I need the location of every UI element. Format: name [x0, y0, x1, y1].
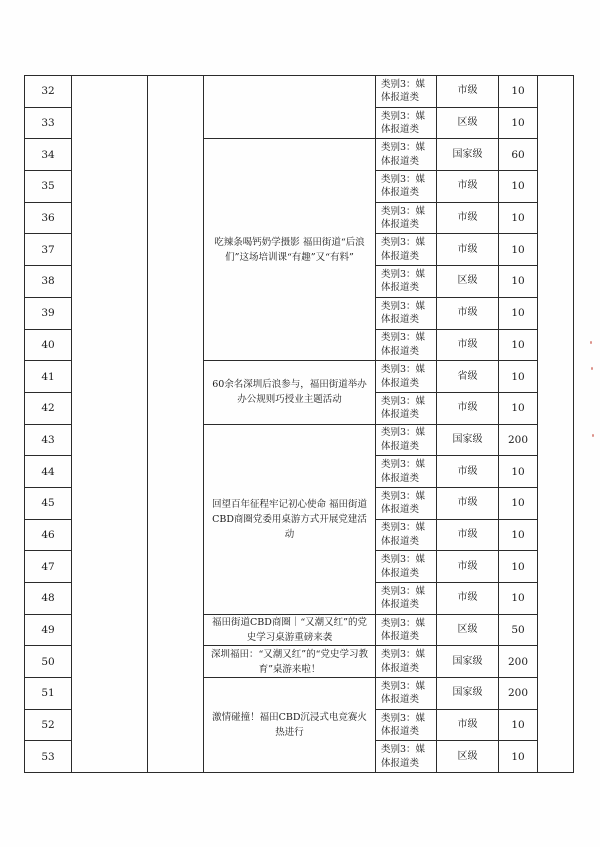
- level-cell: 市级: [437, 456, 499, 488]
- level-cell: 市级: [437, 583, 499, 615]
- level-cell: 市级: [437, 392, 499, 424]
- points-cell: 200: [499, 646, 538, 678]
- points-cell: 10: [499, 329, 538, 361]
- level-cell: 市级: [437, 297, 499, 329]
- category-cell: 类别3：媒体报道类: [376, 107, 437, 139]
- row-number-cell: 43: [25, 424, 72, 456]
- level-cell: 区级: [437, 266, 499, 298]
- level-cell: 市级: [437, 329, 499, 361]
- row-number-cell: 46: [25, 519, 72, 551]
- category-cell: 类别3：媒体报道类: [376, 519, 437, 551]
- remarks-column-cell: [538, 76, 574, 773]
- category-cell: 类别3：媒体报道类: [376, 139, 437, 171]
- row-number-cell: 32: [25, 76, 72, 108]
- blank-column-cell: [148, 76, 204, 773]
- row-number-cell: 49: [25, 614, 72, 646]
- points-cell: 10: [499, 392, 538, 424]
- points-cell: 10: [499, 76, 538, 108]
- level-cell: 省级: [437, 361, 499, 393]
- points-cell: 200: [499, 424, 538, 456]
- level-cell: 区级: [437, 741, 499, 773]
- page-edge-mark: [590, 341, 592, 344]
- level-cell: 国家级: [437, 139, 499, 171]
- points-cell: 10: [499, 266, 538, 298]
- level-cell: 市级: [437, 519, 499, 551]
- row-number-cell: 52: [25, 709, 72, 741]
- level-cell: 国家级: [437, 424, 499, 456]
- category-cell: 类别3：媒体报道类: [376, 202, 437, 234]
- category-cell: 类别3：媒体报道类: [376, 741, 437, 773]
- page-edge-mark: [591, 367, 593, 370]
- row-number-cell: 45: [25, 487, 72, 519]
- article-title-cell: 回望百年征程牢记初心使命 福田街道CBD商圈党委用桌游方式开展党建活动: [204, 424, 376, 614]
- category-cell: 类别3：媒体报道类: [376, 551, 437, 583]
- article-title-cell: 深圳福田：“又潮又红”的“党史学习教育”桌游来啦！: [204, 646, 376, 678]
- level-cell: 区级: [437, 614, 499, 646]
- row-number-cell: 48: [25, 583, 72, 615]
- article-title-cell: 60余名深圳后浪参与，福田街道举办办公规则巧授业主题活动: [204, 361, 376, 424]
- category-cell: 类别3：媒体报道类: [376, 392, 437, 424]
- level-cell: 市级: [437, 234, 499, 266]
- category-cell: 类别3：媒体报道类: [376, 234, 437, 266]
- row-number-cell: 41: [25, 361, 72, 393]
- article-title-cell: [204, 76, 376, 139]
- row-number-cell: 35: [25, 171, 72, 203]
- points-cell: 10: [499, 361, 538, 393]
- category-cell: 类别3：媒体报道类: [376, 646, 437, 678]
- row-number-cell: 47: [25, 551, 72, 583]
- points-cell: 10: [499, 551, 538, 583]
- points-cell: 200: [499, 678, 538, 710]
- level-cell: 区级: [437, 107, 499, 139]
- category-cell: 类别3：媒体报道类: [376, 329, 437, 361]
- blank-column-cell: [72, 76, 148, 773]
- article-title-cell: 福田街道CBD商圈｜“又潮又红”的党史学习桌游重磅来袭: [204, 614, 376, 646]
- row-number-cell: 38: [25, 266, 72, 298]
- level-cell: 市级: [437, 171, 499, 203]
- level-cell: 市级: [437, 487, 499, 519]
- points-cell: 10: [499, 487, 538, 519]
- page-edge-mark: [592, 434, 594, 437]
- row-number-cell: 40: [25, 329, 72, 361]
- media-report-table: [24, 75, 574, 773]
- level-cell: 市级: [437, 709, 499, 741]
- points-cell: 10: [499, 107, 538, 139]
- category-cell: 类别3：媒体报道类: [376, 456, 437, 488]
- points-cell: 10: [499, 297, 538, 329]
- category-cell: 类别3：媒体报道类: [376, 487, 437, 519]
- points-cell: 50: [499, 614, 538, 646]
- row-number-cell: 44: [25, 456, 72, 488]
- points-cell: 10: [499, 709, 538, 741]
- category-cell: 类别3：媒体报道类: [376, 266, 437, 298]
- article-title-cell: 激情碰撞！福田CBD沉浸式电竞赛火热进行: [204, 678, 376, 773]
- level-cell: 市级: [437, 551, 499, 583]
- points-cell: 10: [499, 234, 538, 266]
- row-number-cell: 50: [25, 646, 72, 678]
- level-cell: 国家级: [437, 646, 499, 678]
- points-cell: 60: [499, 139, 538, 171]
- points-cell: 10: [499, 202, 538, 234]
- category-cell: 类别3：媒体报道类: [376, 583, 437, 615]
- row-number-cell: 39: [25, 297, 72, 329]
- row-number-cell: 33: [25, 107, 72, 139]
- category-cell: 类别3：媒体报道类: [376, 171, 437, 203]
- level-cell: 市级: [437, 76, 499, 108]
- table-body: [25, 76, 574, 773]
- points-cell: 10: [499, 741, 538, 773]
- row-number-cell: 51: [25, 678, 72, 710]
- category-cell: 类别3：媒体报道类: [376, 424, 437, 456]
- points-cell: 10: [499, 456, 538, 488]
- row-number-cell: 37: [25, 234, 72, 266]
- level-cell: 市级: [437, 202, 499, 234]
- category-cell: 类别3：媒体报道类: [376, 709, 437, 741]
- row-number-cell: 53: [25, 741, 72, 773]
- row-number-cell: 42: [25, 392, 72, 424]
- category-cell: 类别3：媒体报道类: [376, 297, 437, 329]
- row-number-cell: 34: [25, 139, 72, 171]
- points-cell: 10: [499, 583, 538, 615]
- category-cell: 类别3：媒体报道类: [376, 361, 437, 393]
- table-row: [25, 76, 574, 108]
- points-cell: 10: [499, 519, 538, 551]
- category-cell: 类别3：媒体报道类: [376, 76, 437, 108]
- article-title-cell: 吃辣条喝钙奶学摄影 福田街道“后浪们”这场培训课“有趣”又“有料”: [204, 139, 376, 361]
- category-cell: 类别3：媒体报道类: [376, 678, 437, 710]
- category-cell: 类别3：媒体报道类: [376, 614, 437, 646]
- points-cell: 10: [499, 171, 538, 203]
- row-number-cell: 36: [25, 202, 72, 234]
- level-cell: 国家级: [437, 678, 499, 710]
